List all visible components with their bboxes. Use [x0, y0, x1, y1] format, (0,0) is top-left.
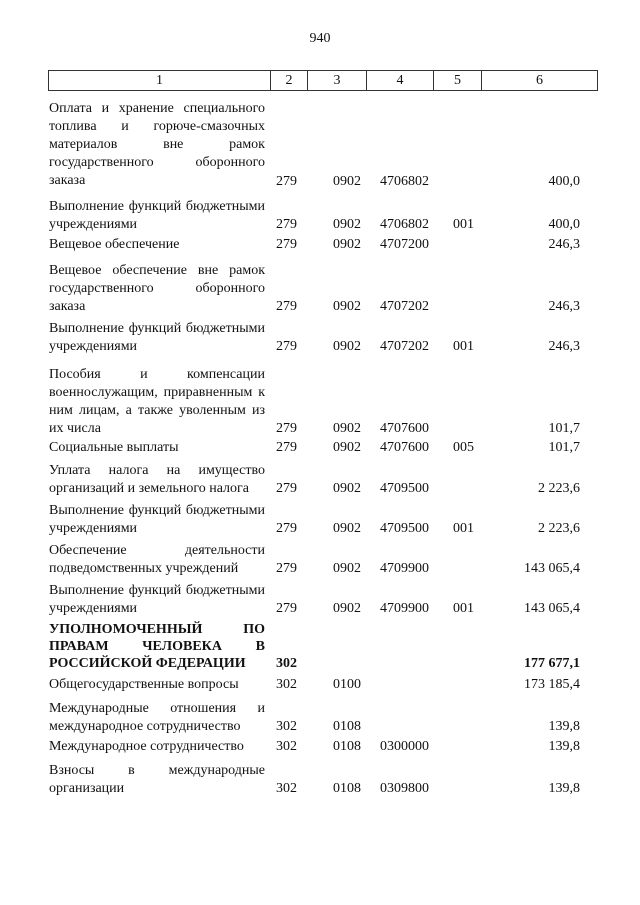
cell-amount: 246,3 — [548, 299, 580, 314]
cell-ministry: 279 — [276, 521, 297, 536]
cell-section: 0108 — [333, 781, 361, 796]
cell-target-article: 4706802 — [380, 217, 429, 232]
column-header-1: 1 — [49, 71, 271, 91]
cell-section: 0108 — [333, 739, 361, 754]
cell-target-article: 4707202 — [380, 299, 429, 314]
cell-amount: 2 223,6 — [538, 521, 580, 536]
cell-target-article: 0309800 — [380, 781, 429, 796]
cell-target-article: 4707600 — [380, 440, 429, 455]
cell-ministry: 279 — [276, 440, 297, 455]
row-name: Выполнение функций бюджетными учреждениями — [49, 199, 265, 232]
cell-amount: 139,8 — [548, 719, 580, 734]
row-name: Выполнение функций бюджетными учреждениями — [49, 583, 265, 616]
cell-ministry: 279 — [276, 481, 297, 496]
cell-target-article: 4709500 — [380, 481, 429, 496]
cell-section: 0902 — [333, 521, 361, 536]
cell-section: 0902 — [333, 601, 361, 616]
cell-ministry: 302 — [276, 677, 297, 692]
cell-amount: 143 065,4 — [524, 601, 580, 616]
cell-ministry: 279 — [276, 174, 297, 189]
cell-target-article: 4709900 — [380, 601, 429, 616]
column-header-4: 4 — [367, 71, 434, 91]
cell-amount: 400,0 — [548, 174, 580, 189]
row-name: Пособия и компенсации военнослужащим, приравненным к ним лицам, а также уволенным из их числа — [49, 367, 265, 436]
cell-expense-type: 005 — [453, 440, 474, 455]
column-header-row — [49, 71, 598, 91]
table-row — [0, 262, 640, 316]
table-row — [0, 582, 640, 618]
cell-ministry: 279 — [276, 601, 297, 616]
table-row — [0, 542, 640, 578]
cell-amount: 139,8 — [548, 739, 580, 754]
cell-target-article: 4707600 — [380, 421, 429, 436]
cell-expense-type: 001 — [453, 521, 474, 536]
cell-ministry: 279 — [276, 339, 297, 354]
row-name: Оплата и хранение специального топлива и горюче-смазочных материалов вне рамок государственного оборонного заказа — [49, 101, 265, 188]
table-row — [0, 700, 640, 736]
cell-section: 0902 — [333, 339, 361, 354]
table-row — [0, 676, 640, 694]
page-number: 940 — [309, 31, 331, 46]
cell-section: 0902 — [333, 237, 361, 252]
cell-target-article: 4707200 — [380, 237, 429, 252]
table-row — [0, 502, 640, 538]
cell-ministry: 279 — [276, 217, 297, 232]
table-row-heading — [0, 621, 640, 672]
table-row — [0, 100, 640, 191]
cell-ministry: 302 — [276, 739, 297, 754]
column-header-5: 5 — [434, 71, 482, 91]
table-row — [0, 462, 640, 498]
table-row — [0, 762, 640, 798]
cell-target-article: 0300000 — [380, 739, 429, 754]
cell-section: 0902 — [333, 561, 361, 576]
cell-ministry: 279 — [276, 421, 297, 436]
cell-section: 0108 — [333, 719, 361, 734]
row-name: Обеспечение деятельности подведомственных учреждений — [49, 543, 265, 576]
cell-expense-type: 001 — [453, 601, 474, 616]
column-header-6: 6 — [482, 71, 598, 91]
cell-target-article: 4709500 — [380, 521, 429, 536]
row-name: Социальные выплаты — [49, 440, 179, 455]
cell-target-article: 4707202 — [380, 339, 429, 354]
column-header-table — [48, 70, 598, 91]
row-name: Общегосударственные вопросы — [49, 677, 239, 692]
table-row — [0, 320, 640, 356]
cell-section: 0902 — [333, 481, 361, 496]
row-name: Вещевое обеспечение — [49, 237, 180, 252]
cell-target-article: 4706802 — [380, 174, 429, 189]
table-row — [0, 738, 640, 756]
cell-expense-type: 001 — [453, 217, 474, 232]
table-row — [0, 439, 640, 457]
table-row — [0, 198, 640, 234]
table-row — [0, 366, 640, 438]
row-name: Международные отношения и международное сотрудничество — [49, 701, 265, 734]
cell-amount: 101,7 — [548, 440, 580, 455]
cell-target-article: 4709900 — [380, 561, 429, 576]
row-name: Международное сотрудничество — [49, 739, 244, 754]
row-name: Выполнение функций бюджетными учреждениями — [49, 321, 265, 354]
cell-ministry: 302 — [276, 656, 297, 671]
cell-amount: 246,3 — [548, 237, 580, 252]
column-header-3: 3 — [308, 71, 367, 91]
cell-amount: 177 677,1 — [524, 656, 580, 671]
cell-amount: 173 185,4 — [524, 677, 580, 692]
cell-ministry: 302 — [276, 781, 297, 796]
cell-amount: 139,8 — [548, 781, 580, 796]
cell-ministry: 279 — [276, 237, 297, 252]
row-name: Выполнение функций бюджетными учреждениями — [49, 503, 265, 536]
row-name: Уплата налога на имущество организаций и земельного налога — [49, 463, 265, 496]
cell-section: 0902 — [333, 299, 361, 314]
column-header-2: 2 — [271, 71, 308, 91]
row-name: Взносы в международные организации — [49, 763, 265, 796]
row-name: УПОЛНОМОЧЕННЫЙ ПО ПРАВАМ ЧЕЛОВЕКА В РОССИЙСКОЙ ФЕДЕРАЦИИ — [49, 622, 265, 671]
cell-amount: 143 065,4 — [524, 561, 580, 576]
cell-section: 0902 — [333, 174, 361, 189]
cell-ministry: 302 — [276, 719, 297, 734]
cell-ministry: 279 — [276, 561, 297, 576]
cell-expense-type: 001 — [453, 339, 474, 354]
cell-amount: 400,0 — [548, 217, 580, 232]
cell-section: 0902 — [333, 421, 361, 436]
cell-amount: 2 223,6 — [538, 481, 580, 496]
row-name: Вещевое обеспечение вне рамок государственного оборонного заказа — [49, 263, 265, 314]
cell-section: 0902 — [333, 440, 361, 455]
table-row — [0, 236, 640, 254]
cell-section: 0100 — [333, 677, 361, 692]
cell-section: 0902 — [333, 217, 361, 232]
cell-amount: 246,3 — [548, 339, 580, 354]
cell-ministry: 279 — [276, 299, 297, 314]
cell-amount: 101,7 — [548, 421, 580, 436]
